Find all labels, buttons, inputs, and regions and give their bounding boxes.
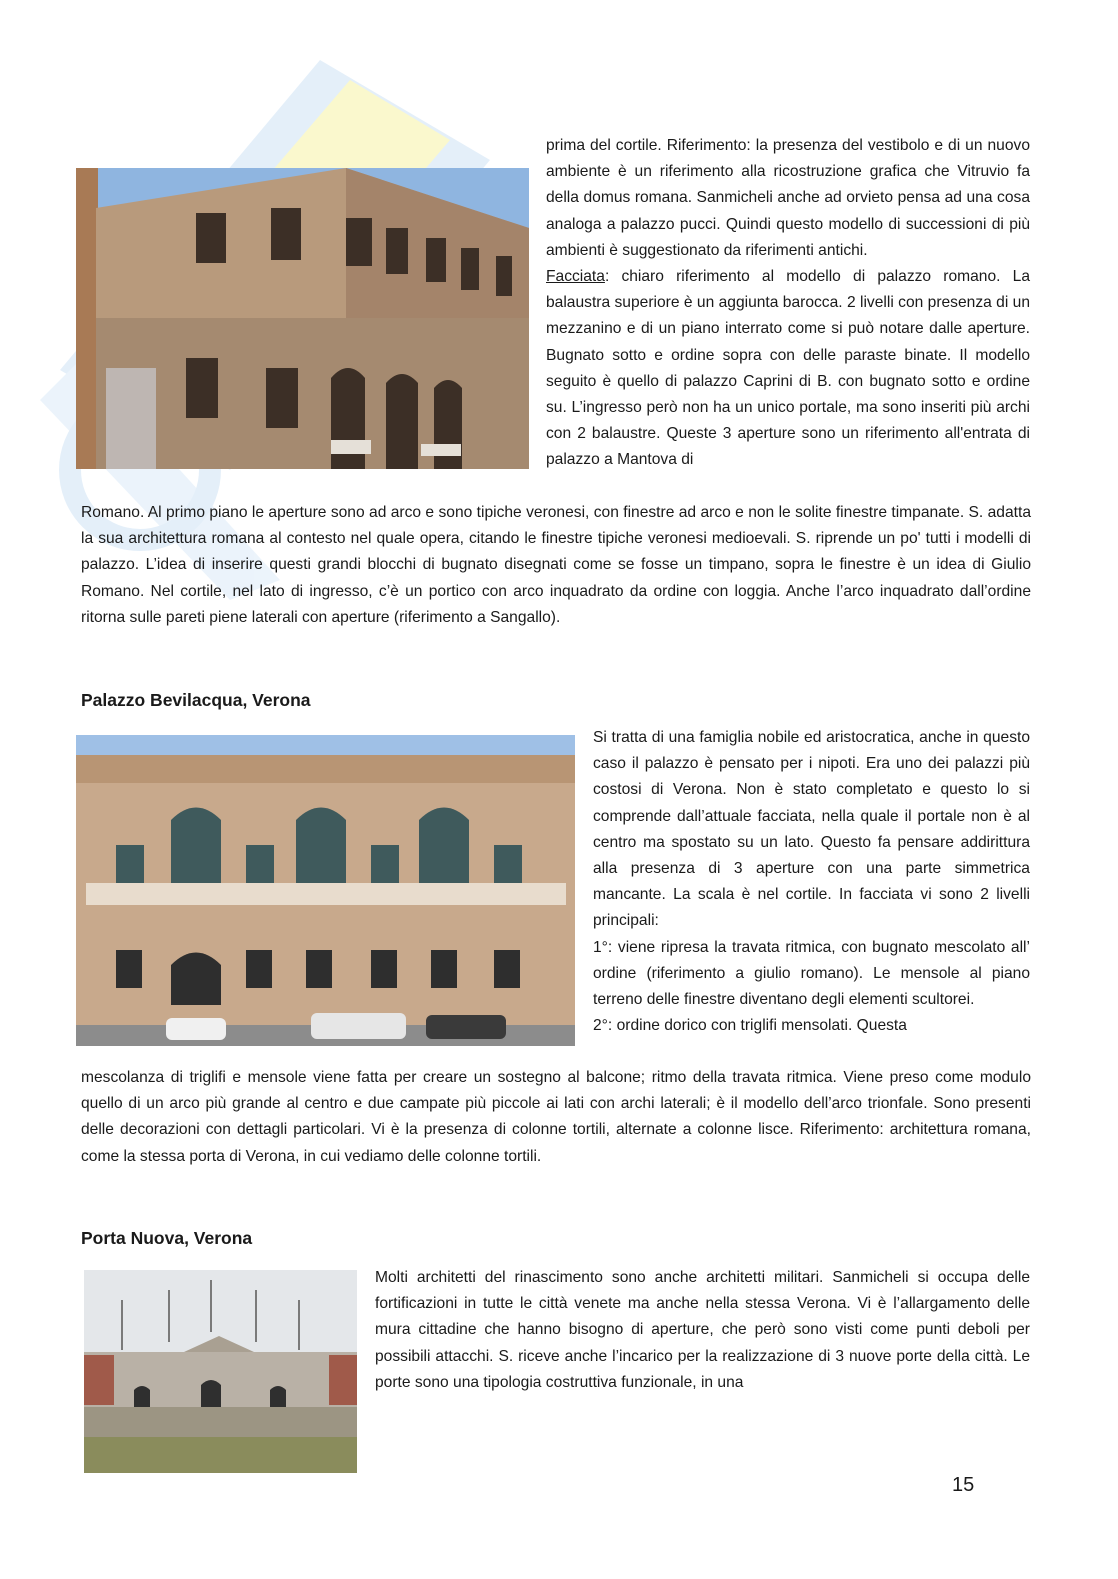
section3-heading: Porta Nuova, Verona — [81, 1228, 253, 1248]
section2-heading: Palazzo Bevilacqua, Verona — [81, 690, 311, 710]
section1-text-right — [546, 133, 1030, 474]
facciata-label: Facciata — [546, 268, 605, 286]
palazzo-bevilacqua-photo — [76, 735, 575, 1046]
section2-level1-text: 1°: viene ripresa la travata ritmica, con bugnato mescolato all’ ordine (riferimento a giulio romano). Le mensole al piano terreno delle finestre diventano degli elementi scultorei. — [593, 938, 1030, 1009]
palazzo-facade-photo — [76, 168, 529, 469]
facciata-text: : chiaro riferimento al modello di palazzo romano. La balaustra superiore è un aggiunta barocca. 2 livelli con presenza di un mezzanino e di un piano interrato come si può notare dalle aperture. Bugnato sotto e ordine sopra con delle paraste binate. Il modello seguito è quello di palazzo Caprini di B. con bugnato sotto e ordine su. L’ingresso però non ha un unico portale, ma sono inseriti più archi con 2 balaustre. Queste 3 aperture sono un riferimento all'entrata di palazzo a Mantova di — [546, 268, 1030, 469]
page-number: 15 — [952, 1474, 975, 1496]
section2-intro-text: Si tratta di una famiglia nobile ed aristocratica, anche in questo caso il palazzo è pensato per i nipoti. Era uno dei palazzi più costosi di Verona. Non è stato completato e questo lo si comprende dall’attuale facciata, nella quale il portale non è al centro ma spostato su un lato. Questo fa pensare addirittura alla presenza di 3 aperture con una parte simmetrica mancante. La scala è nel cortile. In facciata vi sono 2 livelli principali: — [593, 729, 1030, 930]
section2-text-full: mescolanza di triglifi e mensole viene fatta per creare un sostegno al balcone; ritmo della travata ritmica. Viene preso come modulo quello di un arco più grande al centro e due campate più piccole ai lati con archi laterali; è il modello dell’arco trionfale. Sono presenti delle decorazioni con dettagli particolari. Vi è la presenza di colonne tortili, alternate a colonne lisce. Riferimento: architettura romana, come la stessa porta di Verona, in cui vediamo delle colonne tortili. — [81, 1069, 1031, 1165]
section3-text-right: Molti architetti del rinascimento sono anche architetti militari. Sanmicheli si occupa delle fortificazioni in tutte le città venete ma anche nella stessa Verona. Vi è l’allargamento delle mura cittadine che hanno bisogno di aperture, che però sono visti come punti deboli per possibili attacchi. S. riceve anche l’incarico per la realizzazione di 3 nuove porte della città. Le porte sono una tipologia costruttiva funzionale, in una — [375, 1269, 1030, 1391]
porta-nuova-photo — [84, 1270, 357, 1473]
section1-intro-text: prima del cortile. Riferimento: la presenza del vestibolo e di un nuovo ambiente è un riferimento alla ricostruzione grafica che Vitruvio fa della domus romana. Sanmicheli anche ad orvieto pensa ad una cosa analoga a palazzo pucci. Quindi questo modello di successioni di più ambienti è suggestionato da riferimenti antichi. — [546, 137, 1030, 259]
section2-level2-text: 2°: ordine dorico con triglifi mensolati. Questa — [593, 1017, 907, 1035]
section1-text-full: Romano. Al primo piano le aperture sono ad arco e sono tipiche veronesi, con finestre ad arco e non le solite finestre timpanate. S. adatta la sua architettura romana al contesto nel quale opera, citando le finestre tipiche veronesi medioevali. S. riprende un po' tutti i modelli di palazzo. L’idea di inserire questi grandi blocchi di bugnato disegnati come se fosse un timpano, sopra le finestre è un idea di Giulio Romano. Nel cortile, nel lato di ingresso, c’è un portico con arco inquadrato da ordine con loggia. Anche l’arco inquadrato dall’ordine ritorna sulle pareti piene laterali con aperture (riferimento a Sangallo). — [81, 504, 1031, 626]
section2-text-right — [593, 725, 1030, 1039]
